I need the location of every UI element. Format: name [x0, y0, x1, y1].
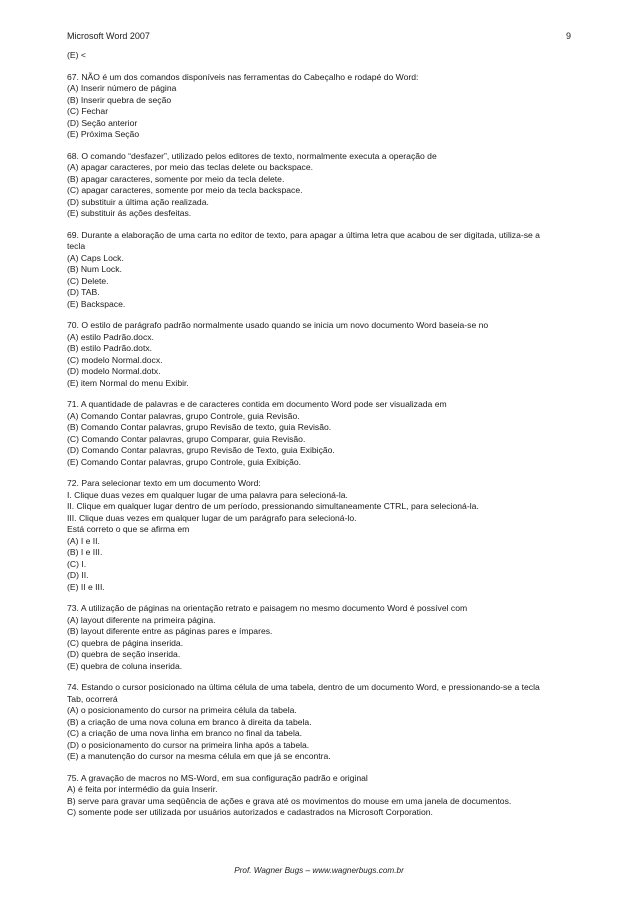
question-block	[67, 399, 572, 468]
question-line: (E) Próxima Seção	[67, 129, 140, 139]
question-line: (B) apagar caracteres, somente por meio da tecla delete.	[67, 173, 285, 184]
question-line: (E) item Normal do menu Exibir.	[67, 377, 189, 388]
question-line: (B) Comando Contar palavras, grupo Revisão de texto, guia Revisão.	[67, 422, 332, 432]
question-line: (D) substituir a última ação realizada.	[67, 196, 209, 207]
question-line: (E) substituir ás ações desfeitas.	[67, 208, 192, 218]
question-line: (C) Delete.	[67, 275, 109, 286]
question-text: 67. NÃO é um dos comandos disponíveis nas ferramentas do Cabeçalho e rodapé do Word:	[67, 71, 419, 82]
question-line: (D) Comando Contar palavras, grupo Revisão de Texto, guia Exibição.	[67, 445, 335, 455]
question-line: Está correto o que se afirma em	[67, 524, 190, 534]
question-line: C) somente pode ser utilizada por usuários autorizados e cadastrados na Microsoft Corporation.	[67, 807, 433, 817]
question-block	[67, 603, 572, 672]
question-line: (A) estilo Padrão.docx.	[67, 331, 154, 342]
question-block	[67, 72, 572, 141]
question-line: (C) Comando Contar palavras, grupo Comparar, guia Revisão.	[67, 433, 306, 444]
question-block	[67, 230, 572, 311]
question-line: (C) I.	[67, 558, 87, 569]
question-text: 73. A utilização de páginas na orientação retrato e paisagem no mesmo documento Word é possível com	[67, 603, 468, 613]
question-line: (E) II e III.	[67, 581, 105, 592]
question-line: (D) Seção anterior	[67, 117, 138, 128]
question-line: (A) o posicionamento do cursor na primeira célula da tabela.	[67, 705, 297, 715]
question-block	[67, 682, 572, 763]
question-text: 70. O estilo de parágrafo padrão normalmente usado quando se inicia um novo documento Word baseia-se no	[67, 320, 489, 330]
question-block	[67, 478, 572, 593]
question-block	[67, 320, 572, 389]
question-line: (E) quebra de coluna inserida.	[67, 660, 183, 671]
question-line: (B) estilo Padrão.dotx.	[67, 343, 153, 353]
question-line: (B) a criação de uma nova coluna em branco à direita da tabela.	[67, 716, 312, 727]
question-line: A) é feita por intermédio da guia Inserir.	[67, 784, 218, 794]
question-line: (A) layout diferente na primeira página.	[67, 614, 216, 625]
question-line: Tab, ocorrerá	[67, 693, 118, 704]
question-block	[67, 151, 572, 220]
document-body	[67, 50, 572, 829]
question-line: (C) Fechar	[67, 106, 109, 116]
question-line: (C) modelo Normal.docx.	[67, 354, 163, 365]
question-line: (D) TAB.	[67, 287, 100, 297]
question-line: (A) Inserir número de página	[67, 83, 177, 93]
question-text: 71. A quantidade de palavras e de caracteres contida em documento Word pode ser visualizada em	[67, 399, 447, 409]
question-line: (A) I e II.	[67, 535, 100, 546]
question-line: (C) apagar caracteres, somente por meio da tecla backspace.	[67, 185, 303, 195]
question-line: (A) Caps Lock.	[67, 252, 124, 263]
question-block	[67, 773, 572, 819]
question-line: (E) Comando Contar palavras, grupo Controle, guia Exibição.	[67, 456, 302, 467]
question-line: (B) layout diferente entre as páginas pares e ímpares.	[67, 626, 273, 636]
question-line: tecla	[67, 241, 86, 251]
page-header	[67, 31, 571, 43]
question-text: 72. Para selecionar texto em um documento Word:	[67, 478, 261, 488]
question-line: (A) apagar caracteres, por meio das teclas delete ou backspace.	[67, 162, 314, 172]
question-line: (D) quebra de seção inserida.	[67, 649, 181, 659]
question-text: 75. A gravação de macros no MS-Word, em sua configuração padrão e original	[67, 772, 368, 783]
header-title: Microsoft Word 2007	[67, 31, 150, 41]
question-text: 74. Estando o cursor posicionado na última célula de uma tabela, dentro de um documento Word, e pressionando-se a tecla	[67, 682, 540, 692]
question-line: (D) modelo Normal.dotx.	[67, 366, 161, 376]
question-line: (B) I e III.	[67, 547, 103, 557]
page-footer: Prof. Wagner Bugs – www.wagnerbugs.com.br	[234, 866, 404, 875]
question-text: (E) <	[67, 50, 86, 60]
question-line: (A) Comando Contar palavras, grupo Controle, guia Revisão.	[67, 410, 300, 421]
question-line: (B) Inserir quebra de seção	[67, 94, 172, 105]
question-line: II. Clique em qualquer lugar dentro de um período, pressionando simultaneamente CTRL, para selecioná-la.	[67, 501, 479, 511]
question-line: III. Clique duas vezes em qualquer lugar de um parágrafo para selecioná-lo.	[67, 512, 357, 523]
question-line: B) serve para gravar uma seqüência de ações e grava até os movimentos do mouse em uma janela de documentos.	[67, 795, 512, 806]
question-line: (C) a criação de uma nova linha em branco no final da tabela.	[67, 728, 303, 738]
question-line: (E) Backspace.	[67, 298, 126, 309]
question-line: (D) II.	[67, 570, 89, 580]
question-line: I. Clique duas vezes em qualquer lugar de uma palavra para selecioná-la.	[67, 489, 348, 500]
question-text: 69. Durante a elaboração de uma carta no editor de texto, para apagar a última letra que acabou de ser digitada, utiliza-se a	[67, 229, 540, 240]
question-line: (D) o posicionamento do cursor na primeira linha após a tabela.	[67, 739, 310, 750]
question-text: 68. O comando “desfazer”, utilizado pelos editores de texto, normalmente executa a operação de	[67, 150, 437, 161]
question-line: (C) quebra de página inserida.	[67, 637, 184, 648]
page-number: 9	[565, 31, 571, 41]
question-line: (E) a manutenção do cursor na mesma célula em que já se encontra.	[67, 751, 331, 761]
question-line: (B) Num Lock.	[67, 264, 122, 274]
question-block	[67, 50, 572, 62]
